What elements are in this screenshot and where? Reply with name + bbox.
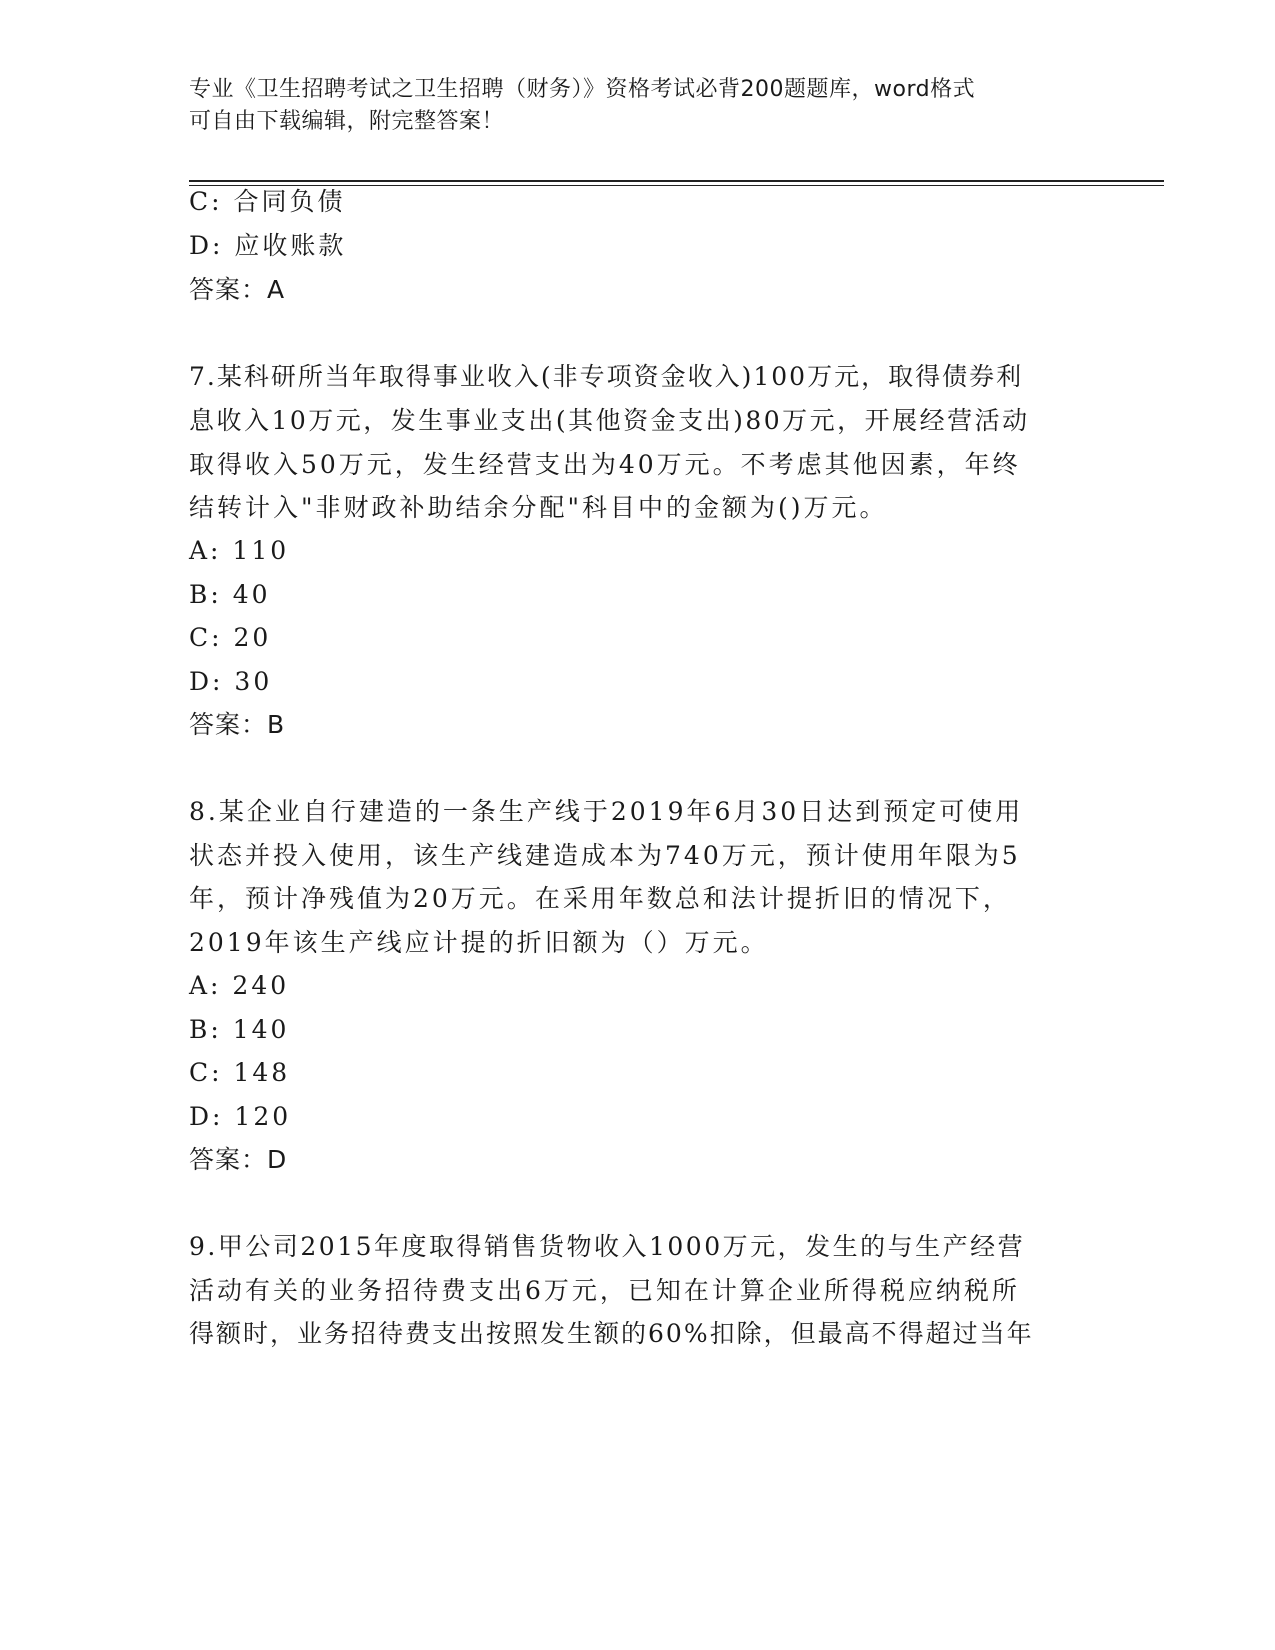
q7-option-b: B: 40 — [189, 580, 271, 609]
q7-stem-line-3: 取得收入50万元，发生经营支出为40万元。不考虑其他因素，年终 — [189, 450, 1021, 479]
q8-stem-line-1: 8.某企业自行建造的一条生产线于2019年6月30日达到预定可使用 — [189, 797, 1024, 826]
q7-option-a: A: 110 — [189, 536, 290, 565]
q8-stem-line-2: 状态并投入使用，该生产线建造成本为740万元，预计使用年限为5 — [189, 841, 1021, 870]
header-divider-thick — [189, 180, 1164, 182]
q6-answer: 答案：A — [189, 275, 286, 304]
q8-stem-line-3: 年，预计净残值为20万元。在采用年数总和法计提折旧的情况下， — [189, 884, 1011, 913]
q7-option-d: D: 30 — [189, 667, 273, 696]
q7-stem-line-4: 结转计入"非财政补助结余分配"科目中的金额为()万元。 — [189, 493, 888, 522]
page-header — [189, 74, 1069, 138]
q6-option-c: C: 合同负债 — [189, 187, 346, 216]
q8-stem-line-4: 2019年该生产线应计提的折旧额为（）万元。 — [189, 928, 769, 957]
q8-option-b: B: 140 — [189, 1015, 290, 1044]
q6-option-d: D: 应收账款 — [189, 231, 347, 260]
q9-stem-line-1: 9.甲公司2015年度取得销售货物收入1000万元，发生的与生产经营 — [189, 1232, 1026, 1261]
q7-answer: 答案：B — [189, 710, 286, 739]
q9-stem-line-2: 活动有关的业务招待费支出6万元，已知在计算企业所得税应纳税所 — [189, 1276, 1020, 1305]
header-title-line-1: 专业《卫生招聘考试之卫生招聘（财务）》资格考试必背200题题库，word格式 — [189, 77, 976, 102]
q9-stem-line-3: 得额时，业务招待费支出按照发生额的60%扣除，但最高不得超过当年 — [189, 1319, 1034, 1348]
q8-answer: 答案：D — [189, 1145, 288, 1174]
q7-option-c: C: 20 — [189, 623, 272, 652]
q7-stem-line-2: 息收入10万元，发生事业支出(其他资金支出)80万元，开展经营活动 — [189, 406, 1030, 435]
q7-stem-line-1: 7.某科研所当年取得事业收入(非专项资金收入)100万元，取得债券利 — [189, 362, 1024, 391]
q8-option-d: D: 120 — [189, 1102, 292, 1131]
q8-option-c: C: 148 — [189, 1058, 291, 1087]
q8-option-a: A: 240 — [189, 971, 290, 1000]
header-title-line-2: 可自由下载编辑，附完整答案！ — [189, 109, 505, 134]
